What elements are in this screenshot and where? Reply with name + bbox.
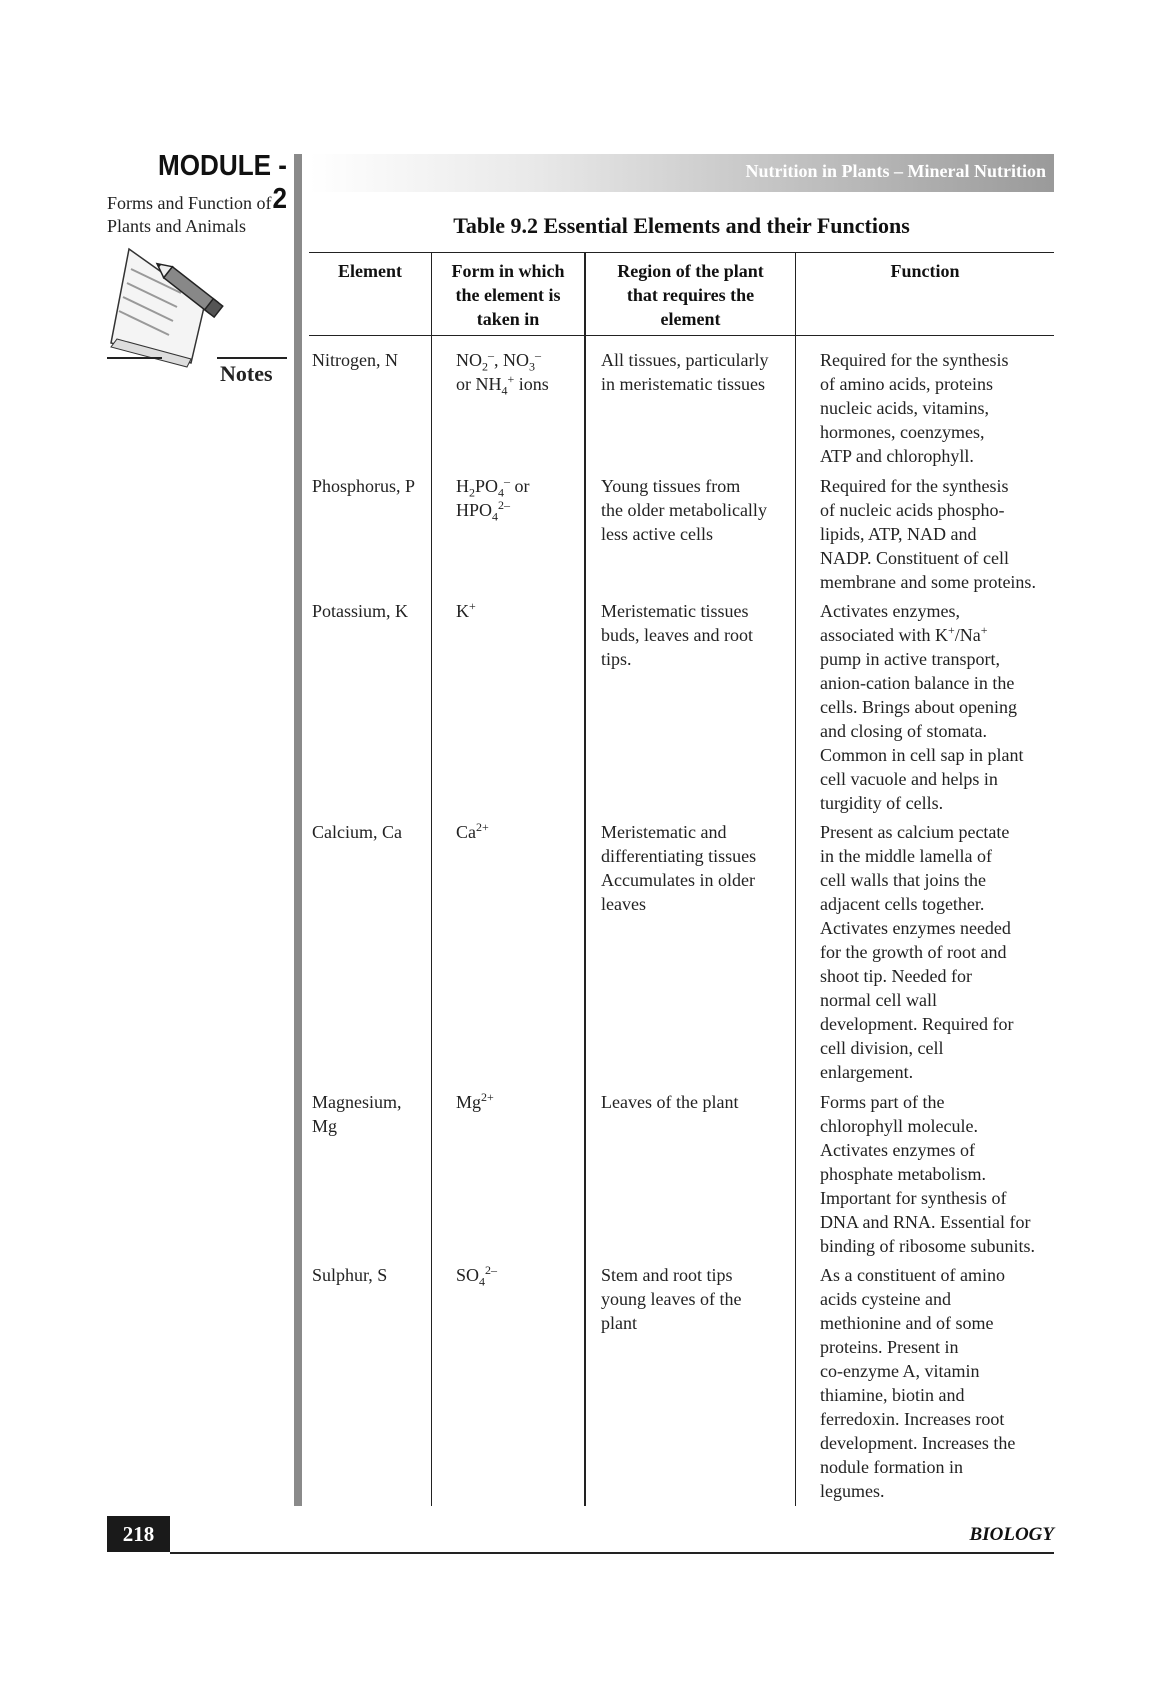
cell-line: Forms part of the <box>820 1092 945 1112</box>
footer-subject: BIOLOGY <box>969 1524 1054 1545</box>
column-header-form <box>432 259 584 331</box>
cell-line: development. Increases the <box>820 1433 1016 1453</box>
cell-form <box>456 820 582 844</box>
cell-line: membrane and some proteins. <box>820 572 1036 592</box>
cell-line: leaves <box>601 894 646 914</box>
cell-element <box>312 348 428 372</box>
cell-region <box>601 474 793 546</box>
cell-region <box>601 820 793 916</box>
cell-function <box>820 348 1054 468</box>
cell-line: of nucleic acids phospho- <box>820 500 1005 520</box>
cell-line: enlargement. <box>820 1062 914 1082</box>
cell-line: hormones, coenzymes, <box>820 422 985 442</box>
cell-form <box>456 1263 582 1287</box>
cell-line: thiamine, biotin and <box>820 1385 965 1405</box>
cell-line: Activates enzymes of <box>820 1140 975 1160</box>
cell-element <box>312 474 428 498</box>
cell-element <box>312 1263 428 1287</box>
cell-line <box>456 1090 582 1114</box>
cell-line: buds, leaves and root <box>601 625 753 645</box>
cell-line: cell division, cell <box>820 1038 944 1058</box>
formula-text: K <box>456 601 469 621</box>
formula-text: associated with K <box>820 625 948 645</box>
cell-line: Meristematic and <box>601 822 727 842</box>
formula-text: Mg <box>456 1092 482 1112</box>
cell-line <box>456 474 582 498</box>
cell-line: pump in active transport, <box>820 649 1000 669</box>
formula-text: HPO <box>456 500 493 520</box>
cell-line: Magnesium, <box>312 1092 402 1112</box>
cell-line: Nitrogen, N <box>312 350 398 370</box>
cell-line: Required for the synthesis <box>820 476 1009 496</box>
formula-subscript: 2 <box>482 359 488 374</box>
cell-form <box>456 599 582 623</box>
cell-line: the older metabolically <box>601 500 767 520</box>
formula-superscript: + <box>947 623 955 637</box>
cell-line: adjacent cells together. <box>820 894 985 914</box>
cell-element <box>312 599 428 623</box>
cell-line: All tissues, particularly <box>601 350 769 370</box>
cell-line <box>456 372 582 396</box>
formula-subscript: 4 <box>498 485 505 500</box>
cell-line <box>456 498 582 522</box>
table-caption: Table 9.2 Essential Elements and their Functions <box>453 213 910 238</box>
formula-subscript: 3 <box>529 359 535 374</box>
formula-superscript: 2+ <box>476 820 489 834</box>
formula-superscript: – <box>535 348 541 362</box>
column-divider <box>431 252 432 1506</box>
margin-divider <box>294 154 302 1506</box>
formula-subscript: 2 <box>469 485 475 500</box>
column-header-element <box>309 259 431 283</box>
cell-element <box>312 1090 428 1138</box>
cell-line: in the middle lamella of <box>820 846 992 866</box>
cell-line: binding of ribosome subunits. <box>820 1236 1035 1256</box>
column-header-function <box>796 259 1054 283</box>
column-header-line: that requires the <box>626 285 755 305</box>
cell-function <box>820 1090 1054 1258</box>
module-subtitle-line: Forms and Function of <box>107 193 272 213</box>
cell-line: cell walls that joins the <box>820 870 986 890</box>
cell-line <box>820 623 1054 647</box>
formula-superscript: + <box>980 623 988 637</box>
cell-form <box>456 1090 582 1114</box>
cell-line: cell vacuole and helps in <box>820 769 998 789</box>
cell-line: Common in cell sap in plant <box>820 745 1024 765</box>
column-divider <box>795 252 796 1506</box>
notes-writing-icon <box>107 243 287 373</box>
formula-subscript: 4 <box>479 1274 486 1289</box>
cell-line: Present as calcium pectate <box>820 822 1010 842</box>
cell-line: Young tissues from <box>601 476 741 496</box>
cell-line: ATP and chlorophyll. <box>820 446 974 466</box>
cell-line <box>456 820 582 844</box>
cell-line: Meristematic tissues <box>601 601 749 621</box>
formula-text: /Na <box>954 625 981 645</box>
column-header-line: element <box>660 309 721 329</box>
cell-line: of amino acids, proteins <box>820 374 993 394</box>
formula-text: SO <box>456 1265 480 1285</box>
cell-line: for the growth of root and <box>820 942 1007 962</box>
cell-line: ferredoxin. Increases root <box>820 1409 1005 1429</box>
formula-text: , NO <box>494 350 529 370</box>
column-header-line: Form in which <box>451 261 565 281</box>
cell-line: Accumulates in older <box>601 870 755 890</box>
cell-region <box>601 1263 793 1335</box>
cell-function <box>820 599 1054 815</box>
cell-region <box>601 1090 793 1114</box>
cell-line: lipids, ATP, NAD and <box>820 524 977 544</box>
cell-line: turgidity of cells. <box>820 793 944 813</box>
cell-line: plant <box>601 1313 637 1333</box>
formula-superscript: 2+ <box>481 1090 494 1104</box>
formula-superscript: – <box>488 348 494 362</box>
cell-line: methionine and of some <box>820 1313 994 1333</box>
formula-superscript: + <box>507 372 515 386</box>
module-title: MODULE - 2 <box>157 150 287 215</box>
table-header-rule <box>309 335 1054 336</box>
cell-line <box>456 599 582 623</box>
footer-rule <box>170 1552 1054 1554</box>
cell-line: normal cell wall <box>820 990 937 1010</box>
column-header-line: Function <box>890 261 960 281</box>
formula-superscript: – <box>504 474 511 488</box>
cell-line: nodule formation in <box>820 1457 963 1477</box>
cell-line: cells. Brings about opening <box>820 697 1017 717</box>
cell-line: Activates enzymes needed <box>820 918 1011 938</box>
formula-subscript: 4 <box>492 509 499 524</box>
cell-line: legumes. <box>820 1481 885 1501</box>
formula-superscript: 2– <box>485 1263 498 1277</box>
cell-line: Calcium, Ca <box>312 822 402 842</box>
column-header-line: the element is <box>455 285 561 305</box>
formula-text: H <box>456 476 469 496</box>
formula-text: PO <box>475 476 499 496</box>
cell-line: young leaves of the <box>601 1289 742 1309</box>
formula-subscript: 4 <box>501 383 508 398</box>
cell-line: phosphate metabolism. <box>820 1164 986 1184</box>
cell-function <box>820 474 1054 594</box>
cell-line: tips. <box>601 649 632 669</box>
cell-line <box>456 1263 582 1287</box>
cell-line: Required for the synthesis <box>820 350 1009 370</box>
formula-text: NO <box>456 350 482 370</box>
cell-line: anion-cation balance in the <box>820 673 1015 693</box>
column-header-line: Region of the plant <box>617 261 764 281</box>
cell-line: Activates enzymes, <box>820 601 960 621</box>
formula-superscript: 2– <box>498 498 511 512</box>
cell-element <box>312 820 428 844</box>
column-header-line: taken in <box>476 309 540 329</box>
table-top-rule <box>309 252 1054 253</box>
cell-line: acids cysteine and <box>820 1289 951 1309</box>
cell-line: differentiating tissues <box>601 846 757 866</box>
cell-region <box>601 599 793 671</box>
cell-line <box>456 348 582 372</box>
module-subtitle-line: Plants and Animals <box>107 216 246 236</box>
cell-line: proteins. Present in <box>820 1337 959 1357</box>
cell-line: Potassium, K <box>312 601 409 621</box>
cell-line: Phosphorus, P <box>312 476 416 496</box>
cell-function <box>820 820 1054 1084</box>
cell-line: nucleic acids, vitamins, <box>820 398 989 418</box>
cell-line: Sulphur, S <box>312 1265 388 1285</box>
notes-label: Notes <box>220 361 273 386</box>
column-header-region <box>586 259 795 331</box>
cell-line: Stem and root tips <box>601 1265 733 1285</box>
cell-line: As a constituent of amino <box>820 1265 1005 1285</box>
cell-form <box>456 474 582 522</box>
cell-function <box>820 1263 1054 1503</box>
formula-text: or NH <box>456 374 502 394</box>
cell-line: Important for synthesis of <box>820 1188 1007 1208</box>
cell-line: NADP. Constituent of cell <box>820 548 1009 568</box>
cell-line: less active cells <box>601 524 713 544</box>
cell-line: Leaves of the plant <box>601 1092 739 1112</box>
cell-line: chlorophyll molecule. <box>820 1116 978 1136</box>
column-header-line: Element <box>338 261 402 281</box>
page-number: 218 <box>107 1516 170 1552</box>
cell-line: co-enzyme A, vitamin <box>820 1361 980 1381</box>
cell-line: Mg <box>312 1116 338 1136</box>
cell-line: and closing of stomata. <box>820 721 987 741</box>
formula-text: or <box>510 476 530 496</box>
column-divider <box>584 252 586 1506</box>
cell-region <box>601 348 793 396</box>
cell-line: shoot tip. Needed for <box>820 966 972 986</box>
formula-text: Ca <box>456 822 476 842</box>
formula-superscript: + <box>469 599 476 613</box>
cell-line: development. Required for <box>820 1014 1014 1034</box>
cell-line: DNA and RNA. Essential for <box>820 1212 1031 1232</box>
formula-text: ions <box>514 374 549 394</box>
running-header <box>309 154 1054 192</box>
running-title: Nutrition in Plants – Mineral Nutrition <box>745 161 1046 181</box>
cell-form <box>456 348 582 396</box>
cell-line: in meristematic tissues <box>601 374 765 394</box>
module-subtitle <box>107 192 292 238</box>
